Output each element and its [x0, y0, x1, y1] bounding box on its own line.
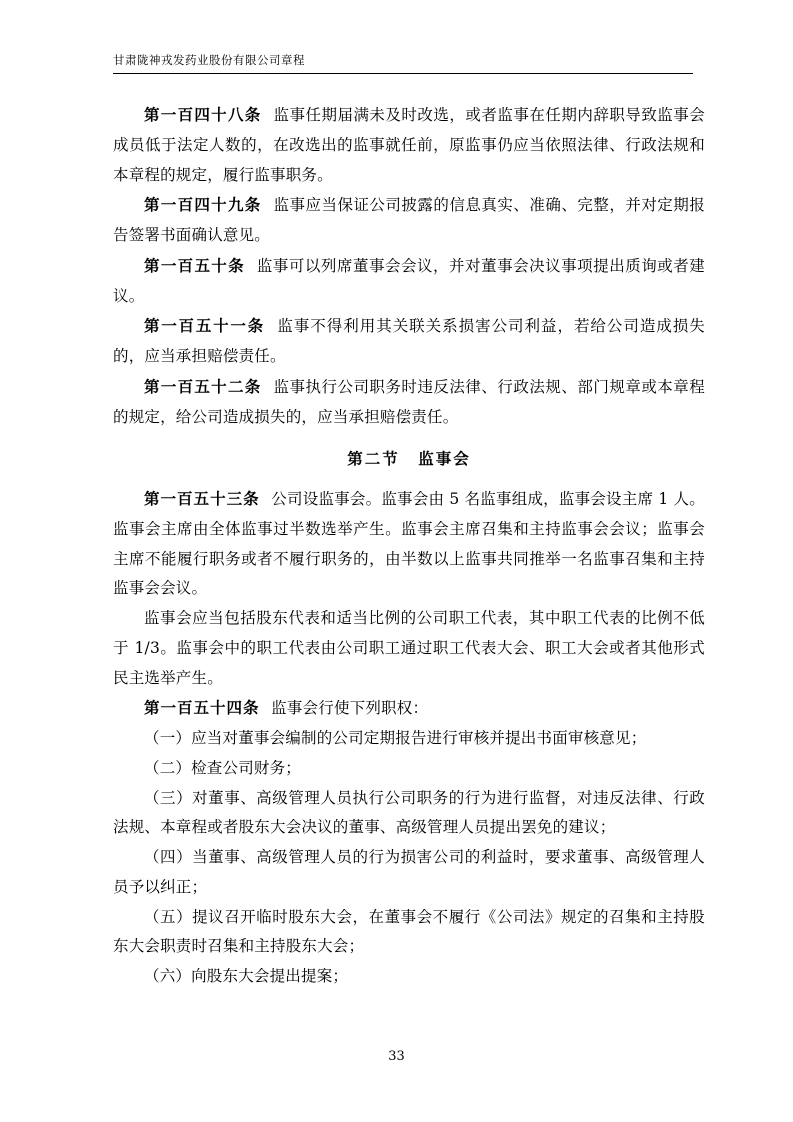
header-divider — [113, 73, 693, 74]
article-paragraph — [113, 693, 705, 724]
article-paragraph — [113, 100, 705, 190]
article-number: 第一百五十二条 — [144, 376, 262, 396]
article-paragraph — [113, 484, 705, 604]
list-item — [113, 903, 705, 963]
list-item — [113, 754, 705, 784]
article-text: 监事执行公司职务时违反法律、行政法规、部门规章或本章程的规定，给公司造成损失的，应当承担赔偿责任。 — [113, 377, 705, 426]
body-paragraph — [113, 604, 705, 693]
list-item-text: （六）向股东大会提出提案； — [144, 967, 349, 986]
header-title: 甘肃陇神戎发药业股份有限公司章程 — [113, 53, 305, 67]
article-text: 监事可以列席董事会会议，并对董事会决议事项提出质询或者建议。 — [113, 256, 705, 305]
list-item-text: （一）应当对董事会编制的公司定期报告进行审核并提出书面审核意见； — [144, 729, 647, 748]
list-item-text: （二）检查公司财务； — [144, 758, 302, 777]
page-header — [113, 52, 693, 73]
list-item-text: （三）对董事、高级管理人员执行公司职务的行为进行监督，对违反法律、行政法规、本章程或者股东大会决议的董事、高级管理人员提出罢免的建议； — [113, 788, 705, 837]
document-body — [113, 100, 705, 992]
article-number: 第一百五十四条 — [144, 698, 260, 718]
list-item — [113, 784, 705, 844]
section-name: 监事会 — [418, 449, 471, 469]
article-text: 监事应当保证公司披露的信息真实、准确、完整，并对定期报告签署书面确认意见。 — [113, 196, 705, 245]
article-paragraph — [113, 372, 705, 433]
article-paragraph — [113, 251, 705, 312]
article-number: 第一百五十三条 — [144, 489, 260, 509]
article-number: 第一百四十八条 — [144, 105, 262, 125]
list-item-text: （五）提议召开临时股东大会，在董事会不履行《公司法》规定的召集和主持股东大会职责时召集和主持股东大会； — [113, 907, 705, 956]
list-item — [113, 843, 705, 903]
article-paragraph — [113, 190, 705, 251]
article-text: 监事会行使下列职权： — [271, 699, 429, 718]
article-text: 监事不得利用其关联关系损害公司利益，若给公司造成损失的，应当承担赔偿责任。 — [113, 317, 705, 366]
article-paragraph — [113, 311, 705, 372]
article-number: 第一百五十一条 — [144, 316, 265, 336]
section-number: 第二节 — [347, 449, 400, 469]
list-item-text: （四）当董事、高级管理人员的行为损害公司的利益时，要求董事、高级管理人员予以纠正； — [113, 848, 705, 896]
article-number: 第一百五十条 — [144, 255, 245, 275]
list-item — [113, 962, 705, 992]
article-text: 公司设监事会。监事会由 5 名监事组成，监事会设主席 1 人。监事会主席由全体监事过半数选举产生。监事会主席召集和主持监事会会议；监事会主席不能履行职务或者不履行职务的，由半数以上监事共同推举一名监事召集和主持监事会会议。 — [113, 490, 705, 598]
section-heading — [113, 444, 705, 474]
list-item — [113, 724, 705, 754]
page-number: 33 — [388, 1049, 405, 1064]
paragraph-text: 监事会应当包括股东代表和适当比例的公司职工代表，其中职工代表的比例不低于 1/3。监事会中的职工代表由公司职工通过职工代表大会、职工大会或者其他形式民主选举产生。 — [113, 609, 705, 687]
article-number: 第一百四十九条 — [144, 195, 262, 215]
article-text: 监事任期届满未及时改选，或者监事在任期内辞职导致监事会成员低于法定人数的，在改选出的监事就任前，原监事仍应当依照法律、行政法规和本章程的规定，履行监事职务。 — [113, 106, 705, 184]
